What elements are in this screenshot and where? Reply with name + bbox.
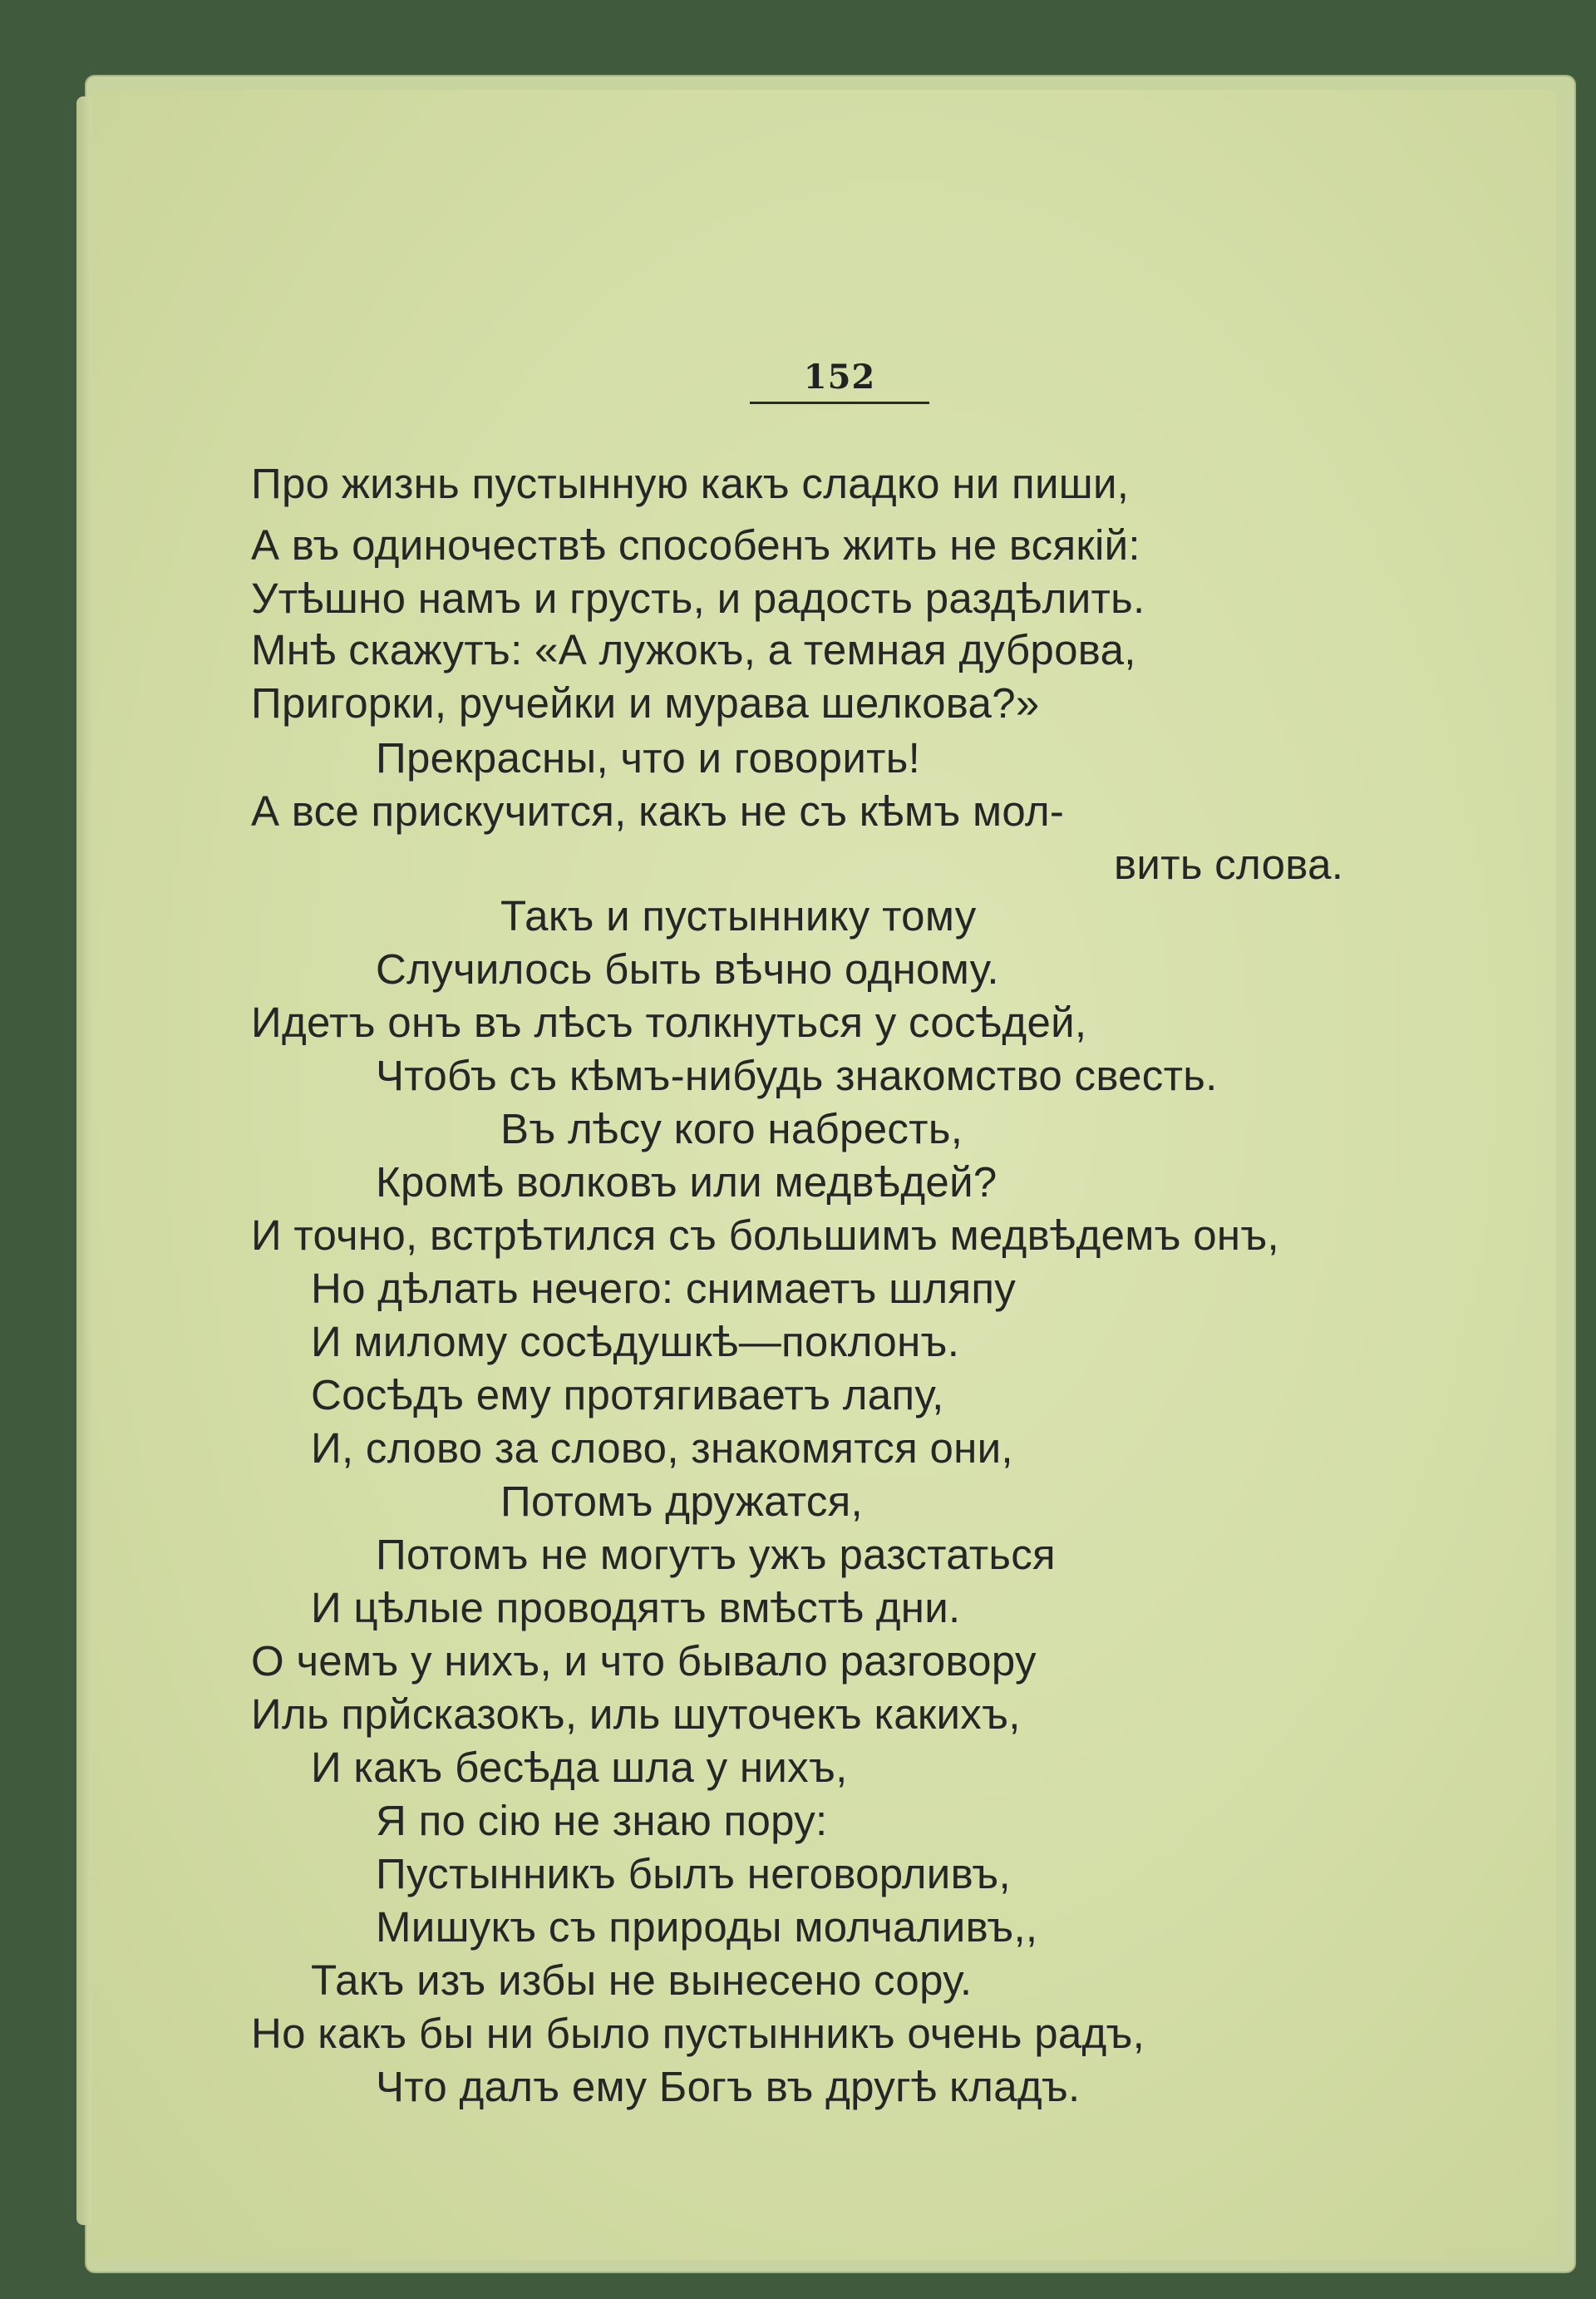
- poem-line: Потомъ дружатся,: [500, 1478, 864, 1525]
- poem-line: И милому сосѣдушкѣ—поклонъ.: [311, 1318, 960, 1365]
- poem-line: Сосѣдъ ему протягиваетъ лапу,: [311, 1371, 944, 1418]
- poem-line: И цѣлые проводятъ вмѣстѣ дни.: [311, 1584, 961, 1631]
- poem-line: И какъ бесѣда шла у нихъ,: [311, 1744, 848, 1791]
- poem-line: Кромѣ волковъ или медвѣдей?: [376, 1158, 998, 1206]
- poem-line: Мнѣ скажутъ: «А лужокъ, а темная дуброва,: [251, 626, 1136, 673]
- poem-line: И, слово за слово, знакомятся они,: [311, 1424, 1013, 1472]
- poem-line: И точно, встрѣтился съ большимъ медвѣдемъ онъ,: [251, 1211, 1280, 1259]
- poem-line: Но дѣлать нечего: снимаетъ шляпу: [311, 1265, 1017, 1312]
- poem-line: Пригорки, ручейки и мурава шелкова?»: [251, 679, 1040, 727]
- poem-line: А въ одиночествѣ способенъ жить не всякій:: [251, 521, 1140, 569]
- poem-line: Мишукъ съ природы молчаливъ,,: [376, 1903, 1038, 1951]
- poem-line: Чтобъ съ кѣмъ-нибудь знакомство свесть.: [376, 1052, 1218, 1099]
- poem-line: Такъ изъ избы не вынесено сору.: [311, 1956, 973, 2004]
- poem-line: Но какъ бы ни было пустынникъ очень радъ,: [251, 2010, 1145, 2057]
- poem-line: Утѣшно намъ и грусть, и радость раздѣлить.: [251, 575, 1145, 622]
- poem-line: вить слова.: [1114, 841, 1344, 888]
- poem-line: О чемъ у нихъ, и что бывало разговору: [251, 1637, 1037, 1685]
- poem-line: Прекрасны, что и говорить!: [376, 734, 921, 782]
- poem-line: Идетъ онъ въ лѣсъ толкнуться у сосѣдей,: [251, 999, 1087, 1046]
- poem-line: Про жизнь пустынную какъ сладко ни пиши,: [251, 460, 1130, 507]
- poem-line: Потомъ не могутъ ужъ разстаться: [376, 1531, 1056, 1578]
- poem-line: Такъ и пустыннику тому: [500, 892, 977, 940]
- poem-line: Въ лѣсу кого набресть,: [500, 1105, 963, 1152]
- poem-line: Что далъ ему Богъ въ другѣ кладъ.: [376, 2063, 1081, 2110]
- poem-line: А все прискучится, какъ не съ кѣмъ мол-: [251, 787, 1065, 835]
- poem-line: Иль прйсказокъ, иль шуточекъ какихъ,: [251, 1690, 1021, 1738]
- poem-line: Пустынникъ былъ неговорливъ,: [376, 1850, 1011, 1897]
- page-number: 152: [803, 358, 876, 397]
- poem-line: Я по сію не знаю пору:: [376, 1797, 828, 1844]
- poem-line: Случилось быть вѣчно одному.: [376, 945, 999, 993]
